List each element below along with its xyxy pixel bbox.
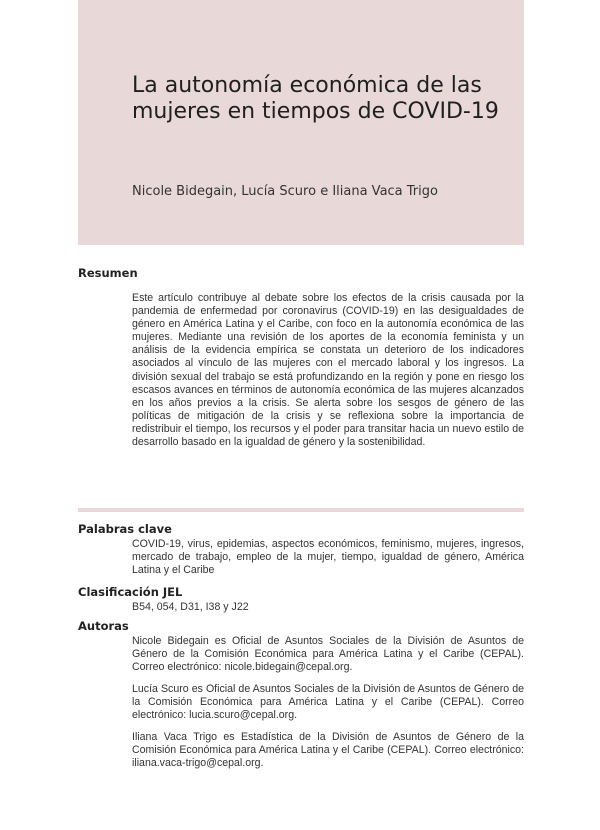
article-authors: Nicole Bidegain, Lucía Scuro e Iliana Vaca Trigo [132, 184, 438, 199]
resumen-heading: Resumen [78, 266, 138, 280]
author-bio: Iliana Vaca Trigo es Estadística de la División de Asuntos de Género de la Comisión Económica para América Latina y el Caribe (CEPAL). Correo electrónico: iliana.vaca-trigo@cepal.org. [132, 731, 524, 770]
author-bio: Nicole Bidegain es Oficial de Asuntos Sociales de la División de Asuntos de Género de la Comisión Económica para América Latina y el Caribe (CEPAL). Correo electrónico: nicole.bidegain@cepal.org. [132, 635, 524, 674]
abstract-text: Este artículo contribuye al debate sobre los efectos de la crisis causada por la pandemia de enfermedad por coronavirus (COVID-19) en las desigualdades de género en América Latina y el Caribe, con foco en la autonomía económica de las mujeres. Mediante una revisión de los aportes de la economía feminista y un análisis de la evidencia empírica se constata un deterioro de los indicadores asociados al vínculo de las mujeres con el mercado laboral y los ingresos. La división sexual del trabajo se está profundizando en la región y pone en riesgo los escasos avances en términos de autonomía económica de las mujeres alcanzados en los años previos a la crisis. Se alerta sobre los sesgos de género de las políticas de mitigación de la crisis y se reflexiona sobre la importancia de redistribuir el tiempo, los recursos y el poder para transitar hacia un nuevo estilo de desarrollo basado en la igualdad de género y la sostenibilidad. [132, 292, 524, 449]
autoras-heading: Autoras [78, 619, 129, 633]
keywords-heading: Palabras clave [78, 522, 172, 536]
jel-text: B54, 054, D31, I38 y J22 [132, 601, 249, 613]
keywords-text: COVID-19, virus, epidemias, aspectos económicos, feminismo, mujeres, ingresos, mercado de trabajo, empleo de la mujer, tiempo, igualdad de género, América Latina y el Caribe [132, 538, 524, 577]
section-divider [78, 508, 524, 512]
article-title: La autonomía económica de las mujeres en tiempos de COVID-19 [132, 73, 499, 124]
author-bio: Lucía Scuro es Oficial de Asuntos Sociales de la División de Asuntos de Género de la Comisión Económica para América Latina y el Caribe (CEPAL). Correo electrónico: lucia.scuro@cepal.org. [132, 683, 524, 722]
jel-heading: Clasificación JEL [78, 585, 183, 599]
